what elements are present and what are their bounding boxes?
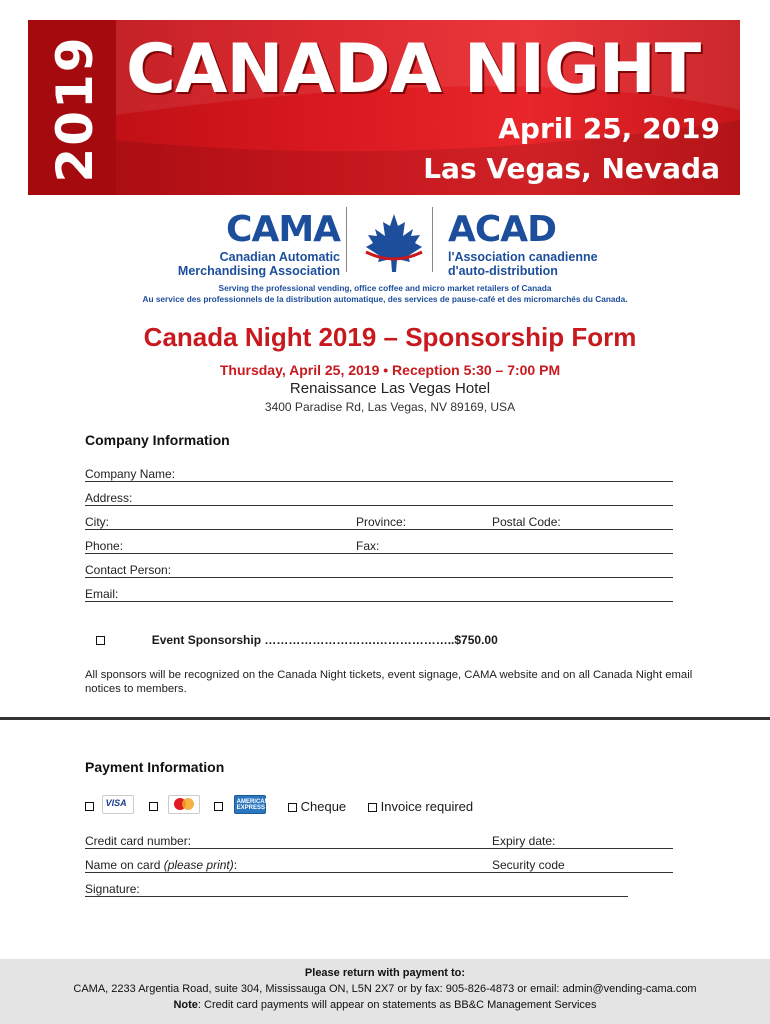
cama-name-line1: Canadian Automatic — [219, 250, 340, 264]
tagline-english: Serving the professional vending, office coffee and micro market retailers of Canada — [218, 283, 552, 293]
event-sponsorship-label: Event Sponsorship ……………………….………………..$750.00 — [151, 633, 498, 647]
event-sponsorship-option[interactable] — [96, 633, 498, 647]
banner-title: CANADA NIGHT — [126, 30, 701, 109]
security-code-label: Security code — [492, 858, 565, 872]
phone-fax-field[interactable] — [85, 553, 673, 554]
fax-label: Fax: — [356, 539, 380, 553]
address-label: Address: — [85, 491, 133, 505]
signature-label: Signature: — [85, 882, 140, 896]
invoice-label: Invoice required — [380, 799, 474, 814]
venue-address: 3400 Paradise Rd, Las Vegas, NV 89169, USA — [264, 400, 516, 414]
visa-checkbox[interactable] — [85, 802, 94, 811]
mastercard-checkbox[interactable] — [149, 802, 158, 811]
visa-option[interactable] — [85, 797, 134, 816]
cheque-checkbox[interactable] — [288, 803, 297, 812]
acad-acronym: ACAD — [448, 209, 557, 250]
sponsor-recognition-note: All sponsors will be recognized on the Canada Night tickets, event signage, CAMA website and on all Canada Night email notices to members. — [85, 669, 693, 695]
invoice-option[interactable] — [368, 799, 473, 814]
amex-option[interactable] — [214, 797, 269, 816]
return-line: Please return with payment to: — [304, 967, 466, 979]
card-number-label: Credit card number: — [85, 834, 192, 848]
contact-person-label: Contact Person: — [85, 563, 172, 577]
maple-leaf-icon — [358, 210, 430, 276]
email-field[interactable] — [85, 601, 673, 602]
contact-person-field[interactable] — [85, 577, 673, 578]
cama-name-line2: Merchandising Association — [177, 264, 340, 278]
association-tagline — [100, 283, 670, 305]
payment-note: Note: Credit card payments will appear on statements as BB&C Management Services — [173, 999, 597, 1011]
province-label: Province: — [356, 515, 407, 529]
company-name-label: Company Name: — [85, 467, 176, 481]
tagline-french: Au service des professionnels de la distribution automatique, des services de pause-café et des micromarchés du Canada. — [142, 294, 628, 304]
company-info-heading: Company Information — [85, 432, 230, 448]
event-sponsorship-checkbox[interactable] — [96, 636, 105, 645]
event-time: Thursday, April 25, 2019 • Reception 5:30 – 7:00 PM — [219, 362, 561, 378]
logo-divider-left — [346, 207, 347, 272]
name-security-field[interactable] — [85, 872, 673, 873]
company-name-field[interactable] — [85, 481, 673, 482]
address-field[interactable] — [85, 505, 673, 506]
logo-divider-right — [432, 207, 433, 272]
expiry-date-label: Expiry date: — [492, 834, 556, 848]
payment-info-heading: Payment Information — [85, 759, 225, 775]
payment-method-row — [85, 793, 685, 813]
postal-code-label: Postal Code: — [492, 515, 561, 529]
banner-location: Las Vegas, Nevada — [423, 152, 720, 185]
event-banner — [28, 20, 740, 195]
cama-acronym: CAMA — [226, 209, 340, 250]
return-instructions-footer — [0, 959, 770, 1024]
banner-date: April 25, 2019 — [498, 112, 720, 145]
cama-logo — [150, 210, 340, 278]
city-label: City: — [85, 515, 109, 529]
acad-logo — [448, 210, 648, 278]
email-label: Email: — [85, 587, 119, 601]
amex-card-icon: AMERICAN EXPRESS — [234, 795, 266, 814]
city-province-postal-field[interactable] — [85, 529, 673, 530]
mastercard-icon — [168, 795, 200, 814]
amex-checkbox[interactable] — [214, 802, 223, 811]
invoice-checkbox[interactable] — [368, 803, 377, 812]
acad-name-line1: l'Association canadienne — [448, 250, 598, 264]
contact-line: CAMA, 2233 Argentia Road, suite 304, Mississauga ON, L5N 2X7 or by fax: 905-826-4873 or email: admin@vending-cama.com — [73, 983, 697, 995]
phone-label: Phone: — [85, 539, 124, 553]
acad-name-line2: d'auto-distribution — [448, 264, 558, 278]
name-on-card-label: Name on card (please print): — [85, 858, 238, 872]
venue-name: Renaissance Las Vegas Hotel — [289, 380, 491, 397]
cheque-option[interactable] — [288, 799, 346, 814]
section-divider — [0, 717, 770, 720]
signature-field[interactable] — [85, 896, 628, 897]
mastercard-option[interactable] — [149, 797, 200, 816]
card-number-expiry-field[interactable] — [85, 848, 673, 849]
visa-card-icon: VISA — [102, 795, 134, 814]
banner-year: 2019 — [46, 35, 104, 183]
form-title: Canada Night 2019 – Sponsorship Form — [143, 322, 637, 352]
cheque-label: Cheque — [300, 799, 347, 814]
